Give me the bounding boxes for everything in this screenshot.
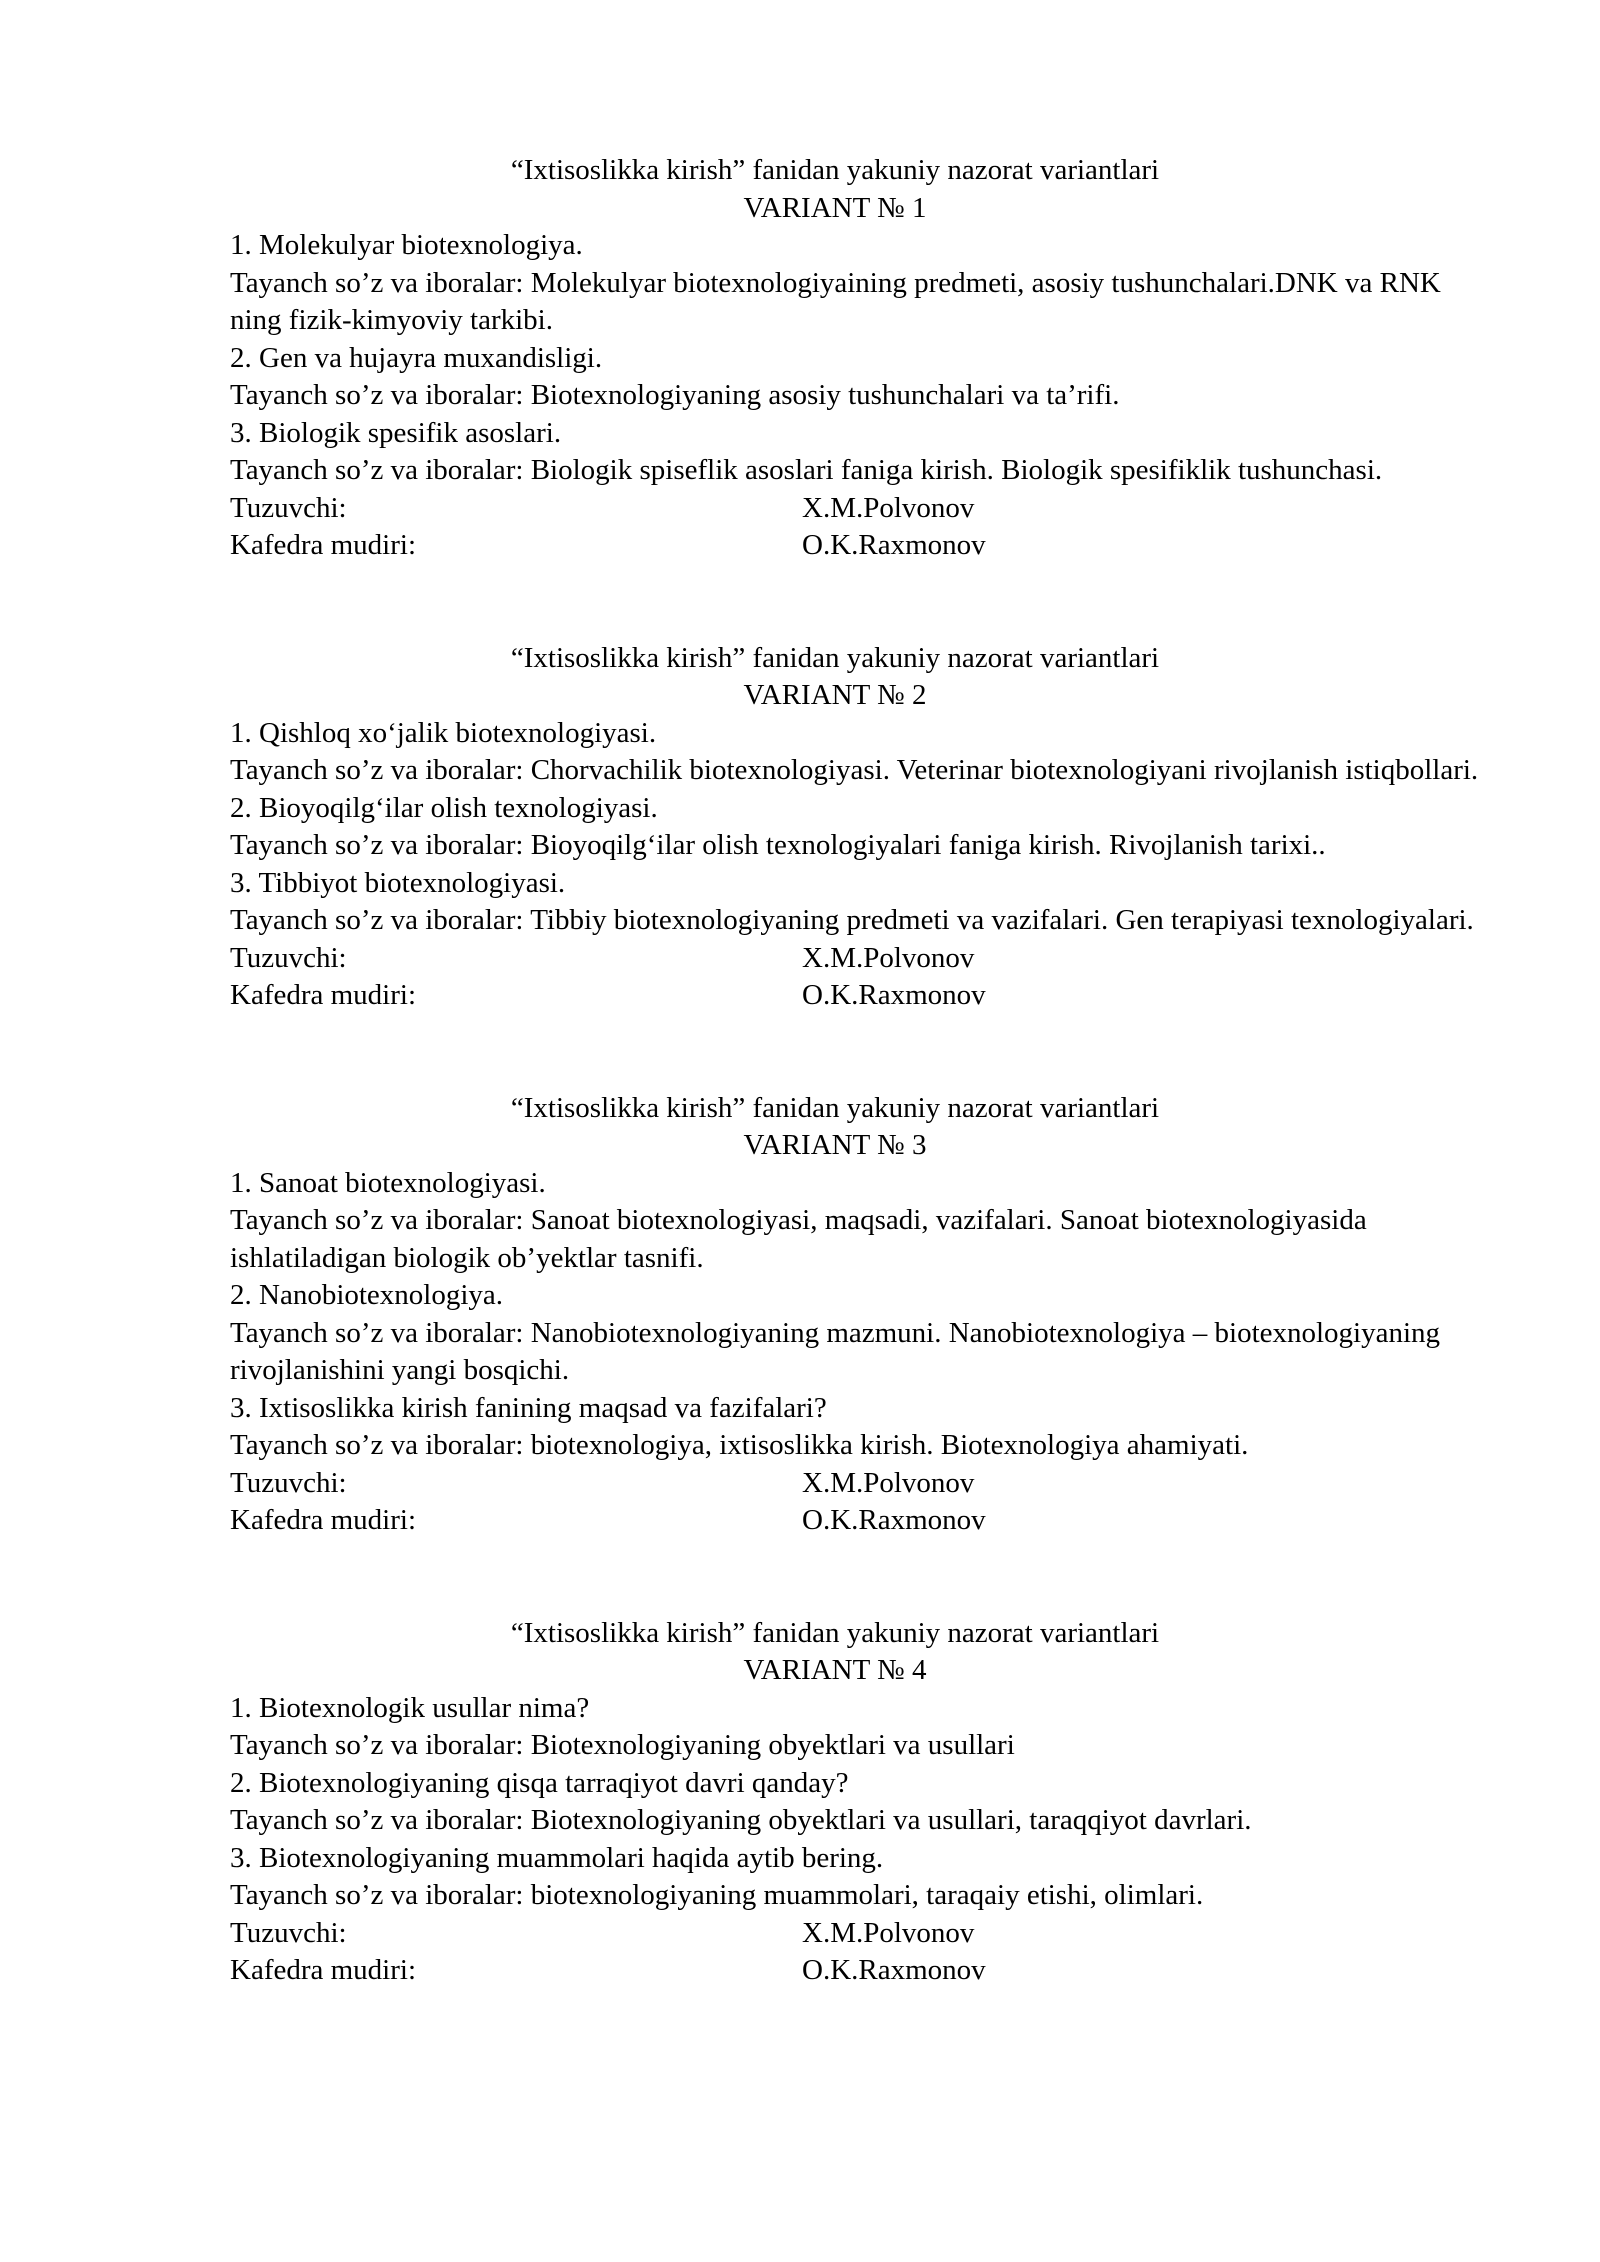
compiler-row — [230, 940, 1480, 978]
exam-title: “Ixtisoslikka kirish” fanidan yakuniy nazorat variantlari — [510, 154, 1160, 186]
question: 3. Biologik spesifik asoslari. — [230, 416, 562, 449]
variant-4 — [230, 1615, 1480, 1990]
question-keywords: Tayanch so’z va iboralar: Bioyoqilg‘ilar olish texnologiyalari faniga kirish. Rivojlanish tarixi.. — [230, 829, 1326, 861]
question: 3. Tibbiyot biotexnologiyasi. — [230, 866, 566, 899]
question-keywords: Tayanch so’z va iboralar: Molekulyar biotexnologiyaining predmeti, asosiy tushunchalari.DNK va RNK ning fizik-kimyoviy tarkibi. — [230, 266, 1441, 336]
question: 2. Nanobiotexnologiya. — [230, 1279, 504, 1311]
exam-title: “Ixtisoslikka kirish” fanidan yakuniy nazorat variantlari — [510, 1091, 1160, 1124]
variant-number: VARIANT № 4 — [743, 1654, 927, 1686]
compiler-name: X.M.Polvonov — [802, 491, 975, 524]
head-row — [230, 527, 1480, 565]
question-keywords: Tayanch so’z va iboralar: Biotexnologiyaning obyektlari va usullari, taraqqiyot davrlari. — [230, 1804, 1252, 1836]
head-name: O.K.Raxmonov — [802, 1504, 986, 1536]
compiler-name: X.M.Polvonov — [802, 1916, 975, 1949]
head-name: O.K.Raxmonov — [802, 529, 986, 561]
head-label: Kafedra mudiri: — [230, 1504, 417, 1536]
question: 3. Biotexnologiyaning muammolari haqida aytib bering. — [230, 1841, 884, 1874]
variant-3 — [230, 1090, 1480, 1540]
question-keywords: Tayanch so’z va iboralar: biotexnologiya, ixtisoslikka kirish. Biotexnologiya ahamiyati. — [230, 1429, 1249, 1461]
compiler-row — [230, 490, 1480, 528]
variant-number: VARIANT № 3 — [743, 1129, 927, 1161]
compiler-row — [230, 1465, 1480, 1503]
compiler-label: Tuzuvchi: — [230, 1466, 347, 1499]
compiler-label: Tuzuvchi: — [230, 941, 347, 974]
question-keywords: Tayanch so’z va iboralar: Biotexnologiyaning obyektlari va usullari — [230, 1729, 1015, 1761]
question: 1. Biotexnologik usullar nima? — [230, 1691, 590, 1724]
head-name: O.K.Raxmonov — [802, 979, 986, 1011]
head-row — [230, 977, 1480, 1015]
variant-1 — [230, 152, 1480, 565]
head-label: Kafedra mudiri: — [230, 529, 417, 561]
question-keywords: Tayanch so’z va iboralar: Chorvachilik biotexnologiyasi. Veterinar biotexnologiyani rivojlanish istiqbollari. — [230, 754, 1479, 786]
question: 1. Qishloq xo‘jalik biotexnologiyasi. — [230, 716, 657, 749]
variant-number: VARIANT № 1 — [743, 191, 927, 224]
compiler-name: X.M.Polvonov — [802, 941, 975, 974]
variant-2 — [230, 640, 1480, 1015]
head-name: O.K.Raxmonov — [802, 1954, 986, 1986]
head-row — [230, 1502, 1480, 1540]
question-keywords: Tayanch so’z va iboralar: Biologik spiseflik asoslari faniga kirish. Biologik spesifiklik tushunchasi. — [230, 454, 1383, 486]
question: 2. Biotexnologiyaning qisqa tarraqiyot davri qanday? — [230, 1766, 849, 1799]
compiler-row — [230, 1915, 1480, 1953]
head-label: Kafedra mudiri: — [230, 979, 417, 1011]
compiler-label: Tuzuvchi: — [230, 491, 347, 524]
question: 2. Bioyoqilg‘ilar olish texnologiyasi. — [230, 791, 658, 824]
exam-title: “Ixtisoslikka kirish” fanidan yakuniy nazorat variantlari — [510, 641, 1160, 674]
compiler-name: X.M.Polvonov — [802, 1466, 975, 1499]
question: 2. Gen va hujayra muxandisligi. — [230, 341, 603, 374]
head-row — [230, 1952, 1480, 1990]
head-label: Kafedra mudiri: — [230, 1954, 417, 1986]
question-keywords: Tayanch so’z va iboralar: Nanobiotexnologiyaning mazmuni. Nanobiotexnologiya – biotexnologiyaning rivojlanishini yangi bosqichi. — [230, 1316, 1441, 1386]
exam-title: “Ixtisoslikka kirish” fanidan yakuniy nazorat variantlari — [510, 1616, 1160, 1649]
compiler-label: Tuzuvchi: — [230, 1916, 347, 1949]
question-keywords: Tayanch so’z va iboralar: biotexnologiyaning muammolari, taraqaiy etishi, olimlari. — [230, 1879, 1204, 1911]
question-keywords: Tayanch so’z va iboralar: Tibbiy biotexnologiyaning predmeti va vazifalari. Gen terapiyasi texnologiyalari. — [230, 904, 1474, 936]
question: 1. Sanoat biotexnologiyasi. — [230, 1166, 546, 1199]
question: 3. Ixtisoslikka kirish fanining maqsad va fazifalari? — [230, 1391, 827, 1424]
question-keywords: Tayanch so’z va iboralar: Biotexnologiyaning asosiy tushunchalari va ta’rifi. — [230, 379, 1120, 411]
question-keywords: Tayanch so’z va iboralar: Sanoat biotexnologiyasi, maqsadi, vazifalari. Sanoat biotexnologiyasida ishlatiladigan biologik ob’yektlar tasnifi. — [230, 1204, 1367, 1274]
variant-number: VARIANT № 2 — [743, 679, 927, 711]
question: 1. Molekulyar biotexnologiya. — [230, 229, 583, 261]
document-page — [230, 152, 1480, 1990]
